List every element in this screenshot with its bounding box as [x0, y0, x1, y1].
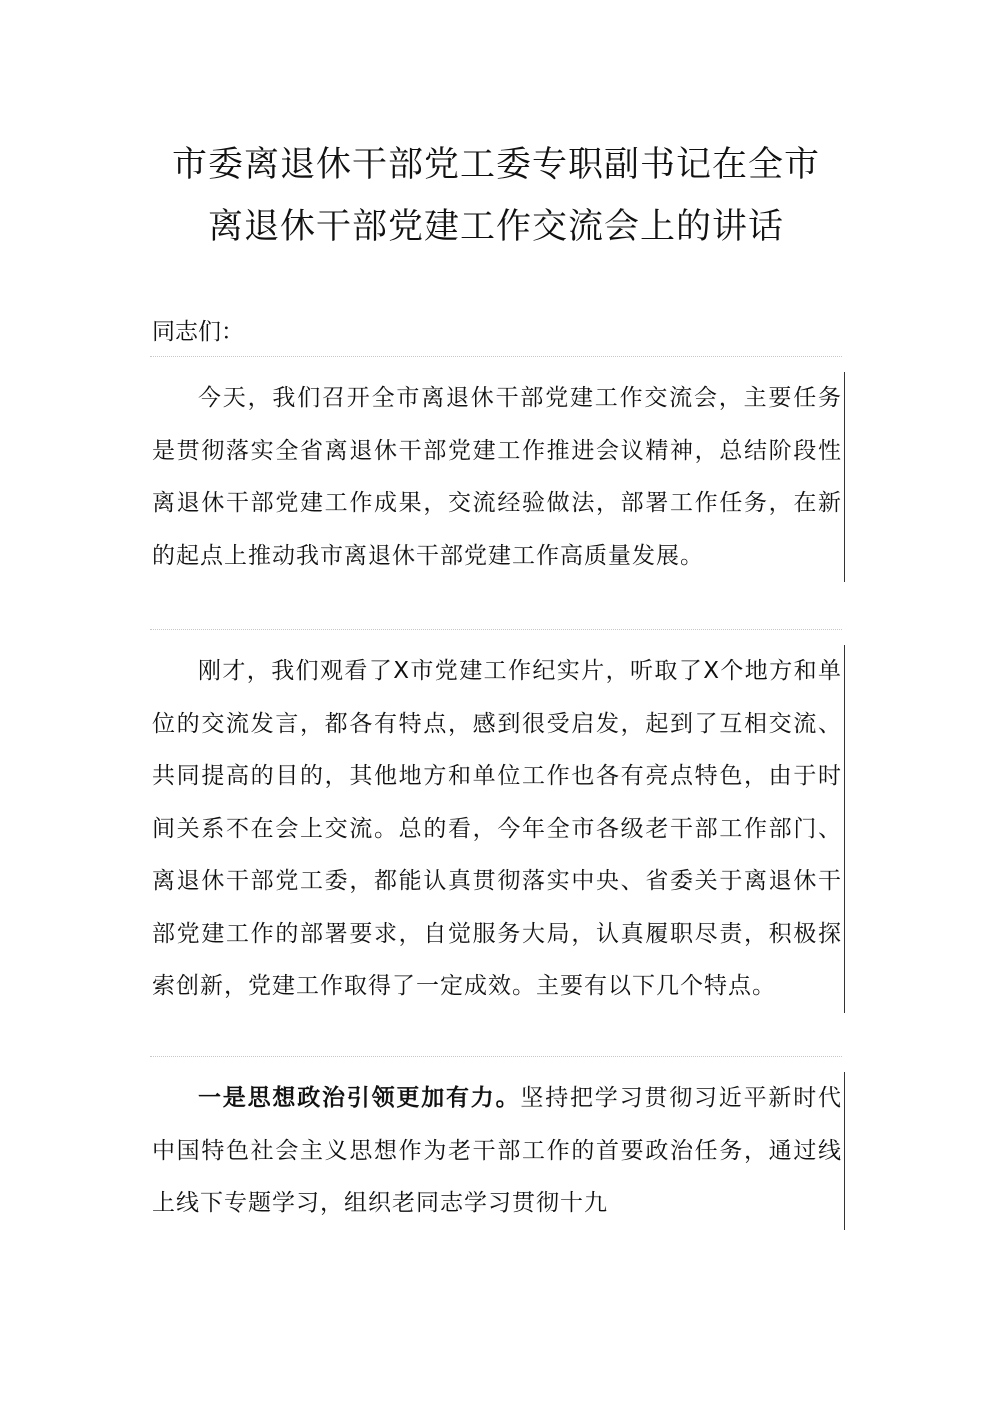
title-line-1: 市委离退休干部党工委专职副书记在全市 [171, 145, 820, 185]
paragraph-separator [150, 356, 842, 357]
point-one-heading: 一是思想政治引领更加有力。 [198, 1085, 521, 1111]
paragraph-point-one [152, 1072, 845, 1230]
paragraph-separator [150, 1056, 842, 1057]
paragraph-separator [150, 629, 842, 630]
title-line-2: 离退休干部党建工作交流会上的讲话 [207, 207, 784, 247]
point-one-text: 坚持把学习贯彻习近平新时代中国特色社会主义思想作为老干部工作的首要政治任务，通过线上线下专题学习，组织老同志学习贯彻十九 [152, 1085, 843, 1216]
paragraph-opening: 今天，我们召开全市离退休干部党建工作交流会，主要任务是贯彻落实全省离退休干部党建工作推进会议精神，总结阶段性离退休干部党建工作成果，交流经验做法，部署工作任务，在新的起点上推动我市离退休干部党建工作高质量发展。 [152, 372, 845, 582]
salutation: 同志们： [152, 319, 244, 345]
document-title [150, 134, 842, 258]
paragraph-review: 刚才，我们观看了X市党建工作纪实片，听取了X个地方和单位的交流发言，都各有特点，感到很受启发，起到了互相交流、共同提高的目的，其他地方和单位工作也各有亮点特色，由于时间关系不在会上交流。总的看，今年全市各级老干部工作部门、离退休干部党工委，都能认真贯彻落实中央、省委关于离退休干部党建工作的部署要求，自觉服务大局，认真履职尽责，积极探索创新，党建工作取得了一定成效。主要有以下几个特点。 [152, 645, 845, 1013]
